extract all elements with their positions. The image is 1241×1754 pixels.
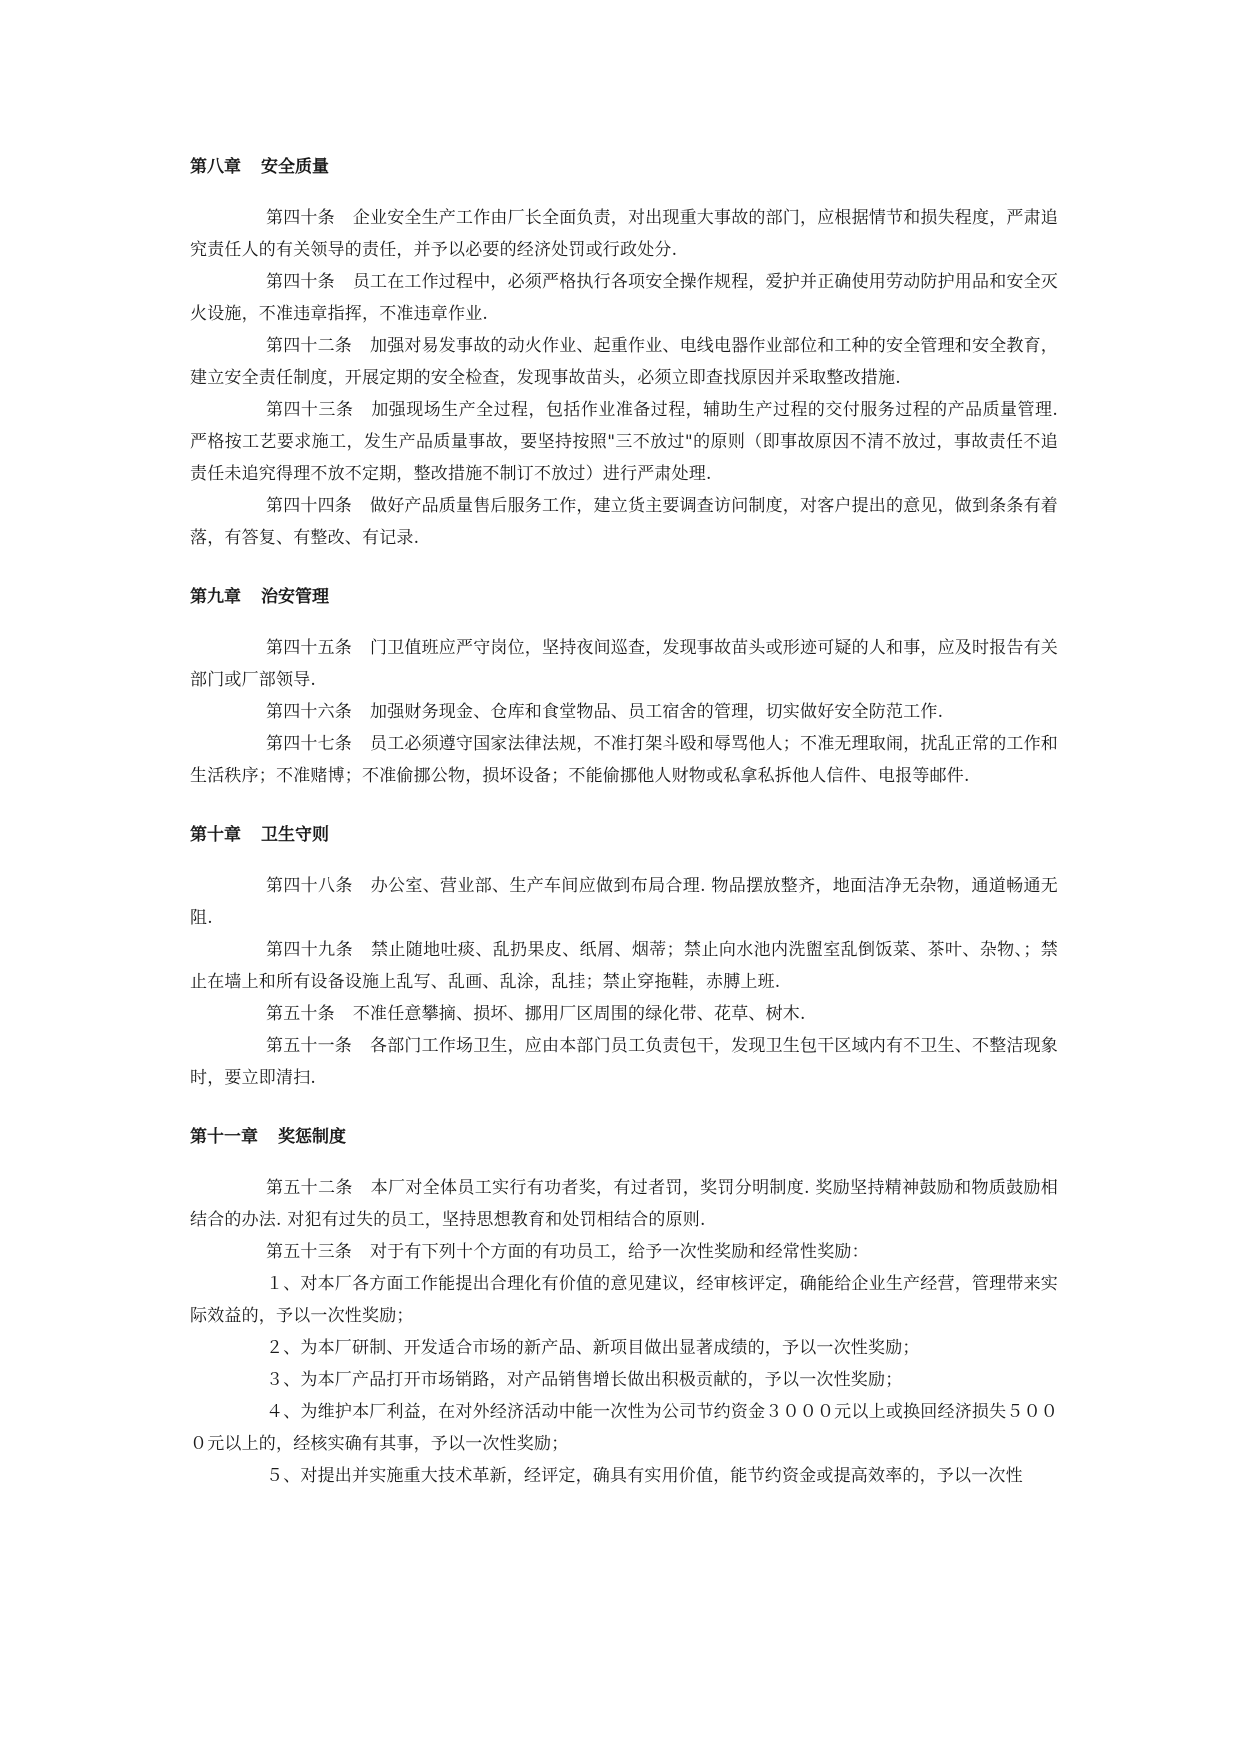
article-number: 第四十八条 (266, 876, 353, 896)
paragraph-text: 对于有下列十个方面的有功员工，给予一次性奖励和经常性奖励： (370, 1242, 869, 1262)
chapter-title: 卫生守则 (261, 825, 329, 845)
list-item (190, 1268, 1058, 1332)
article-number: 第四十五条 (266, 638, 352, 658)
paragraph-text: ２、为本厂研制、开发适合市场的新产品、新项目做出显著成绩的，予以一次性奖励； (266, 1338, 920, 1358)
list-item (190, 1460, 1058, 1492)
article-paragraph (190, 330, 1058, 394)
paragraph-text: 不准任意攀摘、损坏、挪用厂区周围的绿化带、花草、树木. (352, 1004, 806, 1024)
article-number: 第四十九条 (266, 940, 353, 960)
paragraph-text: 加强财务现金、仓库和食堂物品、员工宿舍的管理，切实做好安全防范工作. (370, 702, 944, 722)
chapter-heading (190, 1120, 1058, 1154)
paragraph-text: 员工必须遵守国家法律法规，不准打架斗殴和辱骂他人；不准无理取闹，扰乱正常的工作和生活秩序；不准赌博；不准偷挪公物，损坏设备；不能偷挪他人财物或私拿私拆他人信件、电报等邮件. (190, 734, 1058, 786)
paragraph-text: 本厂对全体员工实行有功者奖，有过者罚，奖罚分明制度. 奖励坚持精神鼓励和物质鼓励相结合的办法. 对犯有过失的员工，坚持思想教育和处罚相结合的原则. (190, 1178, 1058, 1230)
chapter-title: 安全质量 (261, 157, 329, 177)
article-paragraph (190, 934, 1058, 998)
list-item (190, 1332, 1058, 1364)
article-paragraph (190, 266, 1058, 330)
chapter-spacer (190, 184, 1058, 202)
chapter-spacer (190, 614, 1058, 632)
article-paragraph (190, 870, 1058, 934)
section-spacer (190, 792, 1058, 818)
article-number: 第五十一条 (266, 1036, 352, 1056)
paragraph-text: ４、为维护本厂利益，在对外经济活动中能一次性为公司节约资金３０００元以上或换回经济损失５０００元以上的，经核实确有其事，予以一次性奖励； (190, 1402, 1058, 1454)
chapter-number: 第十章 (190, 825, 241, 845)
chapter-number: 第九章 (190, 587, 241, 607)
article-number: 第四十三条 (266, 400, 354, 420)
paragraph-text: 加强现场生产全过程，包括作业准备过程，辅助生产过程的交付服务过程的产品质量管理. 严格按工艺要求施工，发生产品质量事故，要坚持按照"三不放过"的原则（即事故原因不清不放过，事故责任不追责任未追究得理不放不定期，整改措施不制订不放过）进行严肃处理. (190, 400, 1059, 484)
paragraph-text: 办公室、营业部、生产车间应做到布局合理. 物品摆放整齐，地面洁净无杂物，通道畅通无阻. (190, 876, 1058, 928)
paragraph-text: １、对本厂各方面工作能提出合理化有价值的意见建议，经审核评定，确能给企业生产经营，管理带来实际效益的，予以一次性奖励； (190, 1274, 1058, 1326)
article-number: 第四十二条 (266, 336, 352, 356)
article-paragraph (190, 394, 1058, 490)
article-number: 第四十七条 (266, 734, 352, 754)
chapter-spacer (190, 1154, 1058, 1172)
article-paragraph (190, 696, 1058, 728)
paragraph-text: 门卫值班应严守岗位，坚持夜间巡查，发现事故苗头或形迹可疑的人和事，应及时报告有关部门或厂部领导. (190, 638, 1058, 690)
chapter-heading (190, 150, 1058, 184)
article-paragraph (190, 632, 1058, 696)
paragraph-text: 企业安全生产工作由厂长全面负责，对出现重大事故的部门，应根据情节和损失程度，严肃追究责任人的有关领导的责任，并予以必要的经济处罚或行政处分. (190, 208, 1059, 260)
chapter-heading (190, 818, 1058, 852)
article-paragraph (190, 1030, 1058, 1094)
chapter-title: 奖惩制度 (278, 1127, 346, 1147)
paragraph-text: 禁止随地吐痰、乱扔果皮、纸屑、烟蒂；禁止向水池内洗盥室乱倒饭菜、茶叶、杂物、；禁止在墙上和所有设备设施上乱写、乱画、乱涂，乱挂；禁止穿拖鞋，赤膊上班. (190, 940, 1059, 992)
article-paragraph (190, 490, 1058, 554)
paragraph-text: 做好产品质量售后服务工作，建立货主要调查访问制度，对客户提出的意见，做到条条有着落，有答复、有整改、有记录. (190, 496, 1058, 548)
paragraph-text: 员工在工作过程中，必须严格执行各项安全操作规程，爱护并正确使用劳动防护用品和安全灭火设施，不准违章指挥，不准违章作业. (190, 272, 1059, 324)
article-paragraph (190, 1236, 1058, 1268)
chapter-heading (190, 580, 1058, 614)
chapter-number: 第十一章 (190, 1127, 258, 1147)
article-paragraph (190, 1172, 1058, 1236)
article-paragraph (190, 728, 1058, 792)
chapter-spacer (190, 852, 1058, 870)
list-item (190, 1364, 1058, 1396)
section-spacer (190, 554, 1058, 580)
article-number: 第五十三条 (266, 1242, 352, 1262)
document-page (190, 150, 1058, 1492)
article-paragraph (190, 998, 1058, 1030)
article-paragraph (190, 202, 1058, 266)
article-number: 第四十六条 (266, 702, 352, 722)
article-number: 第四十条 (266, 208, 335, 228)
chapter-number: 第八章 (190, 157, 241, 177)
article-number: 第四十四条 (266, 496, 352, 516)
section-spacer (190, 1094, 1058, 1120)
list-item (190, 1396, 1058, 1460)
paragraph-text: ５、对提出并实施重大技术革新，经评定，确具有实用价值，能节约资金或提高效率的，予以一次性 (266, 1466, 1023, 1486)
paragraph-text: 加强对易发事故的动火作业、起重作业、电线电器作业部位和工种的安全管理和安全教育，建立安全责任制度，开展定期的安全检查，发现事故苗头，必须立即查找原因并采取整改措施. (190, 336, 1058, 388)
paragraph-text: 各部门工作场卫生，应由本部门员工负责包干，发现卫生包干区域内有不卫生、不整洁现象时，要立即清扫. (190, 1036, 1058, 1088)
paragraph-text: ３、为本厂产品打开市场销路，对产品销售增长做出积极贡献的，予以一次性奖励； (266, 1370, 903, 1390)
chapter-title: 治安管理 (261, 587, 329, 607)
article-number: 第五十条 (266, 1004, 335, 1024)
article-number: 第五十二条 (266, 1178, 353, 1198)
article-number: 第四十条 (266, 272, 335, 292)
